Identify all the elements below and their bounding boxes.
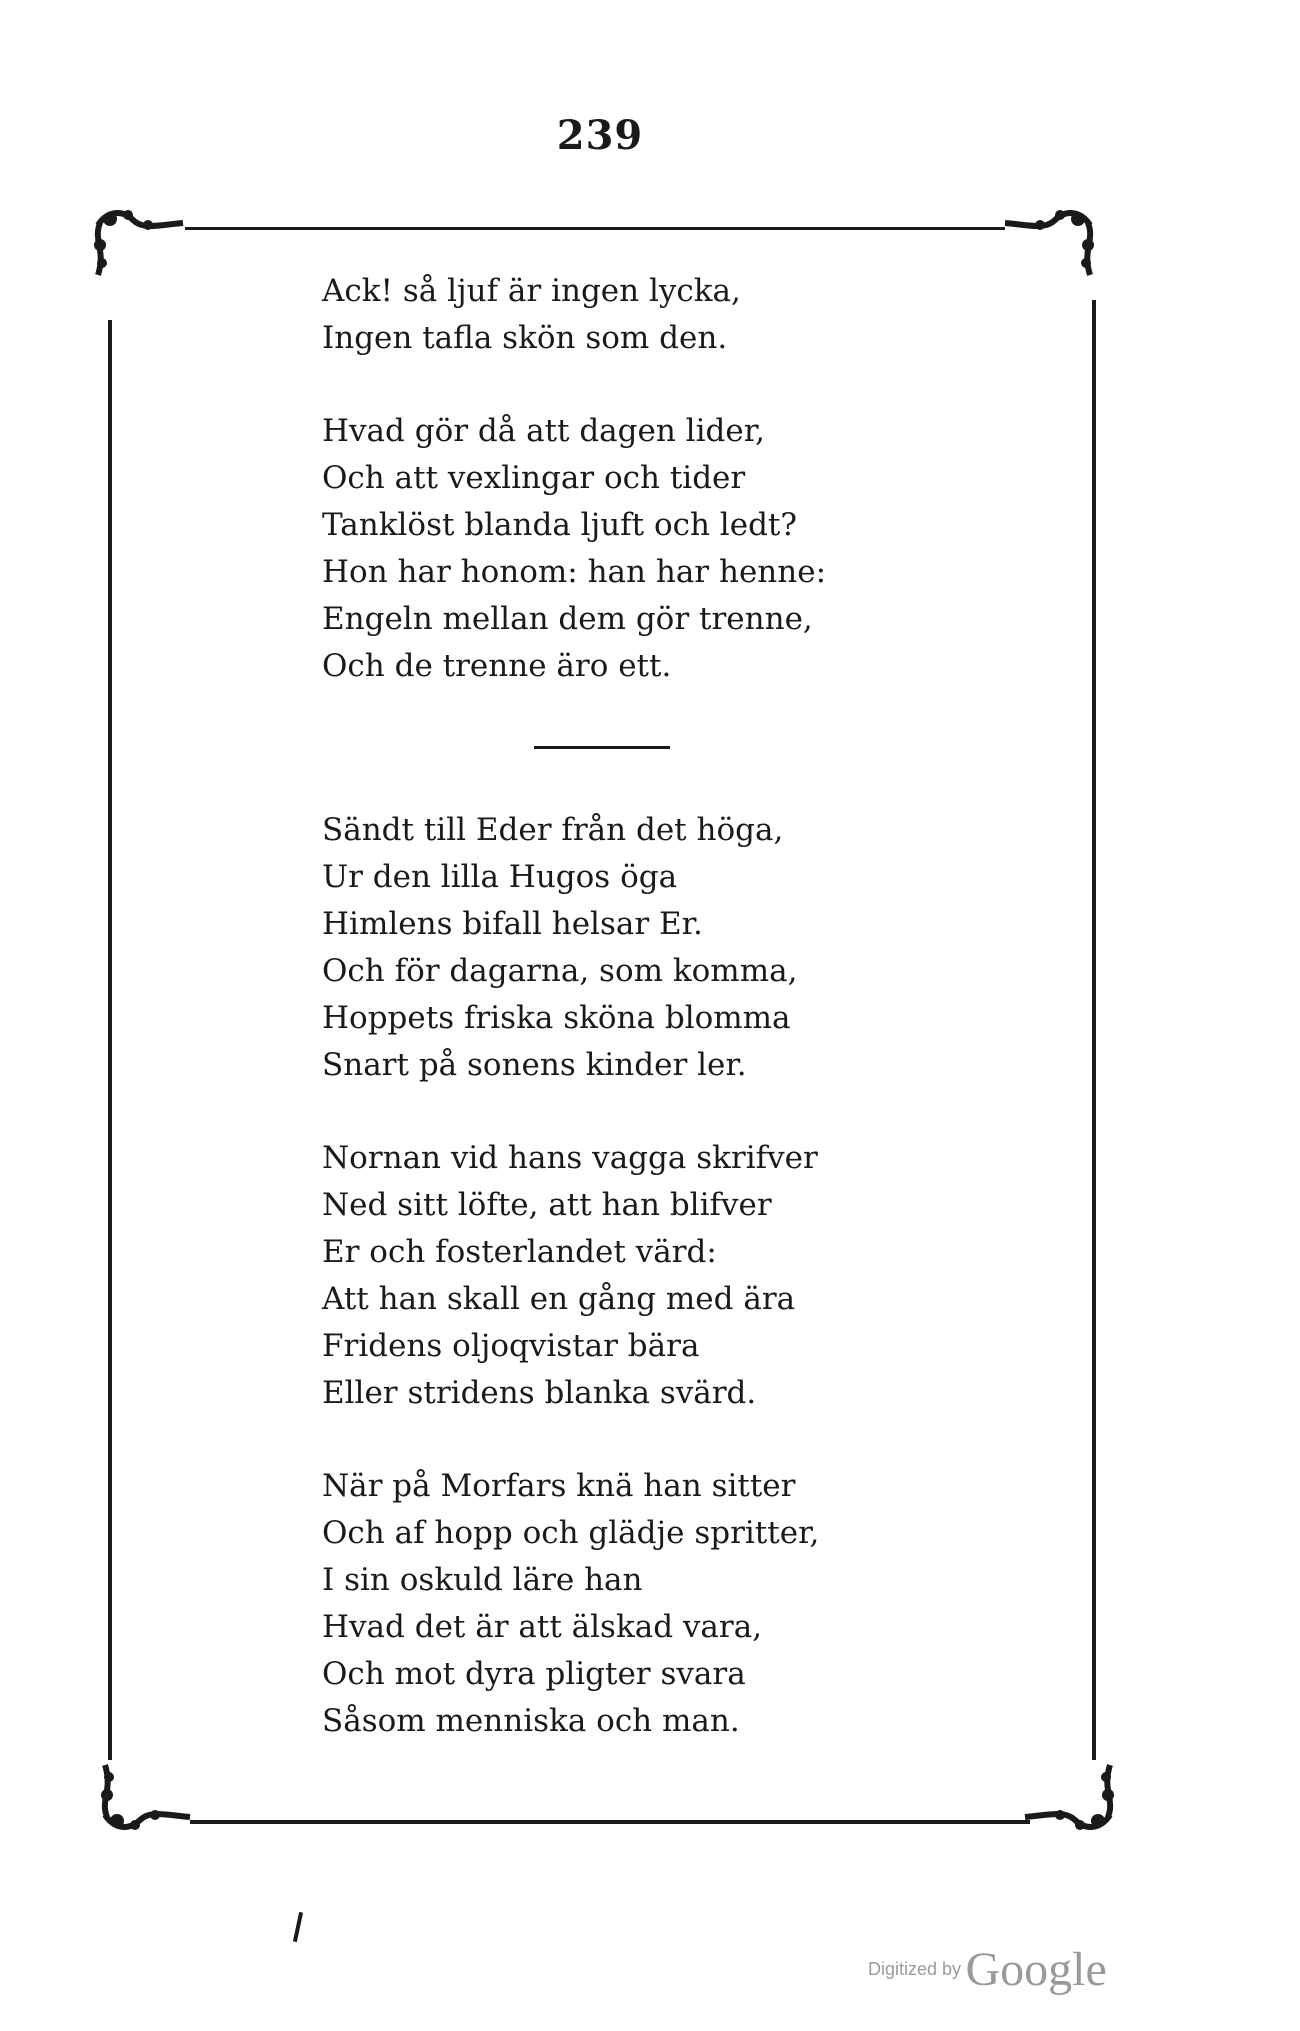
poem-line: Och de trenne äro ett.: [322, 648, 672, 684]
poem-line: Engeln mellan dem gör trenne,: [322, 601, 813, 637]
stanza: [322, 408, 1042, 690]
poem-line: Tanklöst blanda ljuft och ledt?: [322, 507, 797, 543]
poem-line: Hon har honom: han har henne:: [322, 554, 827, 590]
stray-ink-mark: [293, 1912, 303, 1942]
poem-line: Hvad det är att älskad vara,: [322, 1609, 763, 1645]
stanza: [322, 268, 1042, 362]
poem-line: När på Morfars knä han sitter: [322, 1468, 796, 1504]
poem-body: [322, 268, 1042, 1745]
watermark-prefix: Digitized by: [868, 1959, 962, 1979]
digitization-watermark: [868, 1942, 1107, 1997]
poem-line: Er och fosterlandet värd:: [322, 1234, 717, 1270]
floral-corner-ornament-icon: [1020, 1745, 1120, 1835]
poem-line: Ned sitt löfte, att han blifver: [322, 1187, 772, 1223]
poem-line: Att han skall en gång med ära: [322, 1281, 796, 1317]
frame-top-rule: [185, 227, 1005, 230]
frame-left-rule: [108, 320, 112, 1760]
poem-line: Och för dagarna, som komma,: [322, 953, 798, 989]
poem-line: I sin oskuld läre han: [322, 1562, 643, 1598]
section-divider: [534, 746, 670, 749]
poem-line: Eller stridens blanka svärd.: [322, 1375, 757, 1411]
watermark-brand: Google: [965, 1943, 1107, 1996]
frame-bottom-rule: [190, 1820, 1030, 1824]
poem-line: Fridens oljoqvistar bära: [322, 1328, 700, 1364]
frame-right-rule: [1092, 300, 1096, 1760]
poem-line: Ur den lilla Hugos öga: [322, 859, 678, 895]
poem-line: Sändt till Eder från det höga,: [322, 812, 784, 848]
page-number: 239: [556, 112, 644, 159]
poem-line: Och att vexlingar och tider: [322, 460, 746, 496]
poem-line: Nornan vid hans vagga skrifver: [322, 1140, 818, 1176]
poem-line: Ack! så ljuf är ingen lycka,: [322, 273, 741, 309]
stanza: [322, 807, 1042, 1089]
floral-corner-ornament-icon: [95, 1745, 195, 1835]
poem-line: Hoppets friska sköna blomma: [322, 1000, 791, 1036]
poem-line: Och af hopp och glädje spritter,: [322, 1515, 820, 1551]
poem-line: Hvad gör då att dagen lider,: [322, 413, 765, 449]
floral-corner-ornament-icon: [88, 205, 188, 295]
poem-line: Snart på sonens kinder ler.: [322, 1047, 747, 1083]
stanza: [322, 1463, 1042, 1745]
stanza: [322, 1135, 1042, 1417]
poem-line: Himlens bifall helsar Er.: [322, 906, 703, 942]
poem-line: Såsom menniska och man.: [322, 1703, 740, 1739]
poem-line: Och mot dyra pligter svara: [322, 1656, 746, 1692]
poem-line: Ingen tafla skön som den.: [322, 320, 728, 356]
